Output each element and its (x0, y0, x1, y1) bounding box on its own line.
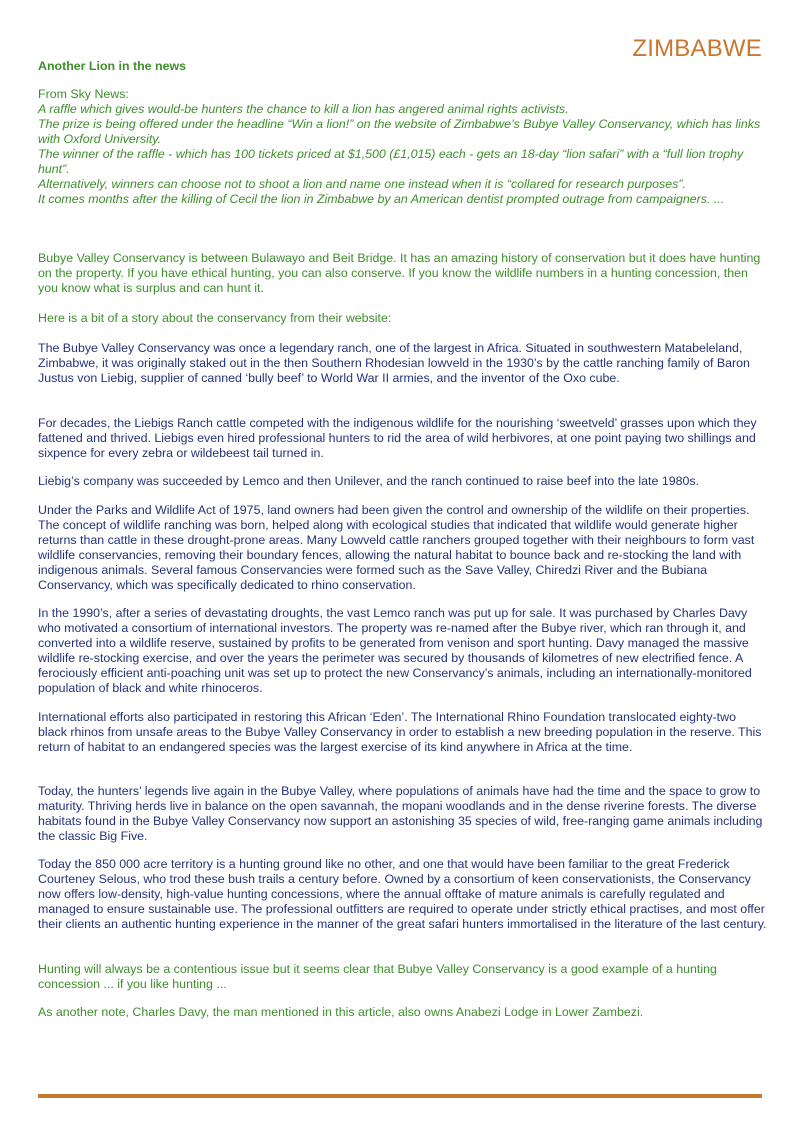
quote-line: The winner of the raffle - which has 100 tickets priced at $1,500 (£1,015) each - gets an 18-day “lion safari” with a “full lion trophy hunt”. (38, 147, 744, 176)
quote-line: A raffle which gives would-be hunters the chance to kill a lion has angered animal rights activists. (38, 102, 569, 116)
source-block (38, 87, 768, 207)
footer-divider (38, 1094, 762, 1098)
source-quote (38, 102, 768, 207)
closing-paragraph: Hunting will always be a contentious issue but it seems clear that Bubye Valley Conservancy is a good example of a hunting concession ... if you like hunting ... (38, 962, 717, 991)
quote-line: It comes months after the killing of Cecil the lion in Zimbabwe by an American dentist prompted outrage from campaigners. ... (38, 192, 725, 206)
source-label: From Sky News: (38, 87, 129, 101)
story-paragraph: International efforts also participated in restoring this African ‘Eden’. The International Rhino Foundation translocated eighty-two black rhinos from unsafe areas to the Bubye Valley Conservancy in order to establish a new breeding population in the reserve. This return of habitat to an endangered species was the largest exercise of its kind anywhere in Africa at the time. (38, 710, 762, 754)
region-heading: ZIMBABWE (632, 35, 762, 62)
story-paragraph: The Bubye Valley Conservancy was once a legendary ranch, one of the largest in Africa. Situated in southwestern Matabeleland, Zimbabwe, it was originally staked out in the then Southern Rhodesian lowveld in the 1930’s by the cattle ranching family of Baron Justus von Liebig, supplier of canned ‘bully beef’ to World War II armies, and the inventor of the Oxo cube. (38, 341, 750, 385)
story-paragraph: Today the 850 000 acre territory is a hunting ground like no other, and one that would have been familiar to the great Frederick Courteney Selous, who trod these bush trails a century before. Owned by a consortium of keen conservationists, the Conservancy now offers low-density, high-value hunting concessions, where the annual offtake of mature animals is carefully regulated and managed to ensure sustainable use. The professional outfitters are required to operate under strictly ethical practises, and most offer their clients an authentic hunting experience in the manner of the great safari hunters immortalised in the literature of the last century. (38, 857, 767, 931)
article-title: Another Lion in the news (38, 59, 186, 73)
quote-line: The prize is being offered under the headline “Win a lion!” on the website of Zimbabwe’s Bubye Valley Conservancy, which has links with Oxford University. (38, 117, 761, 146)
story-paragraph: Liebig’s company was succeeded by Lemco and then Unilever, and the ranch continued to raise beef into the late 1980s. (38, 474, 700, 488)
story-paragraph: Today, the hunters’ legends live again in the Bubye Valley, where populations of animals have had the time and the space to grow to maturity. Thriving herds live in balance on the open savannah, the mopani woodlands and in the dense riverine forests. The diverse habitats found in the Bubye Valley Conservancy now support an astonishing 35 species of wild, free-ranging game animals including the classic Big Five. (38, 784, 763, 843)
closing-paragraph: As another note, Charles Davy, the man mentioned in this article, also owns Anabezi Lodge in Lower Zambezi. (38, 1005, 644, 1019)
story-paragraph: In the 1990’s, after a series of devastating droughts, the vast Lemco ranch was put up for sale. It was purchased by Charles Davy who motivated a consortium of international investors. The property was re-named after the Bubye river, which ran through it, and converted into a wildlife reserve, sustained by profits to be generated from venison and sport hunting. Davy managed the massive wildlife re-stocking exercise, and over the years the perimeter was secured by thousands of kilometres of new electrified fence. A ferociously efficient anti-poaching unit was set up to protect the new Conservancy’s animals, including an internationally-monitored population of black and white rhinoceros. (38, 606, 752, 695)
quote-line: Alternatively, winners can choose not to shoot a lion and name one instead when it is “collared for research purposes”. (38, 177, 686, 191)
intro-paragraph: Here is a bit of a story about the conservancy from their website: (38, 311, 392, 325)
intro-paragraph: Bubye Valley Conservancy is between Bulawayo and Beit Bridge. It has an amazing history of conservation but it does have hunting on the property. If you have ethical hunting, you can also conserve. If you know the wildlife numbers in a hunting concession, then you know what is surplus and can hunt it. (38, 251, 761, 295)
story-paragraph: For decades, the Liebigs Ranch cattle competed with the indigenous wildlife for the nourishing ‘sweetveld’ grasses upon which they fattened and thrived. Liebigs even hired professional hunters to rid the area of wild herbivores, at one point paying two shillings and sixpence for every zebra or wildebeest tail turned in. (38, 416, 757, 460)
story-paragraph: Under the Parks and Wildlife Act of 1975, land owners had been given the control and ownership of the wildlife on their properties. The concept of wildlife ranching was born, helped along with ecological studies that indicated that wildlife would generate higher returns than cattle in these drought-prone areas. Many Lowveld cattle ranchers grouped together with their neighbours to form vast wildlife conservancies, removing their boundary fences, allowing the natural habitat to bounce back and re-stocking the land with indigenous animals. Several famous Conservancies were formed such as the Save Valley, Chiredzi River and the Bubiana Conservancy, which was specifically dedicated to rhino conservation. (38, 503, 755, 592)
